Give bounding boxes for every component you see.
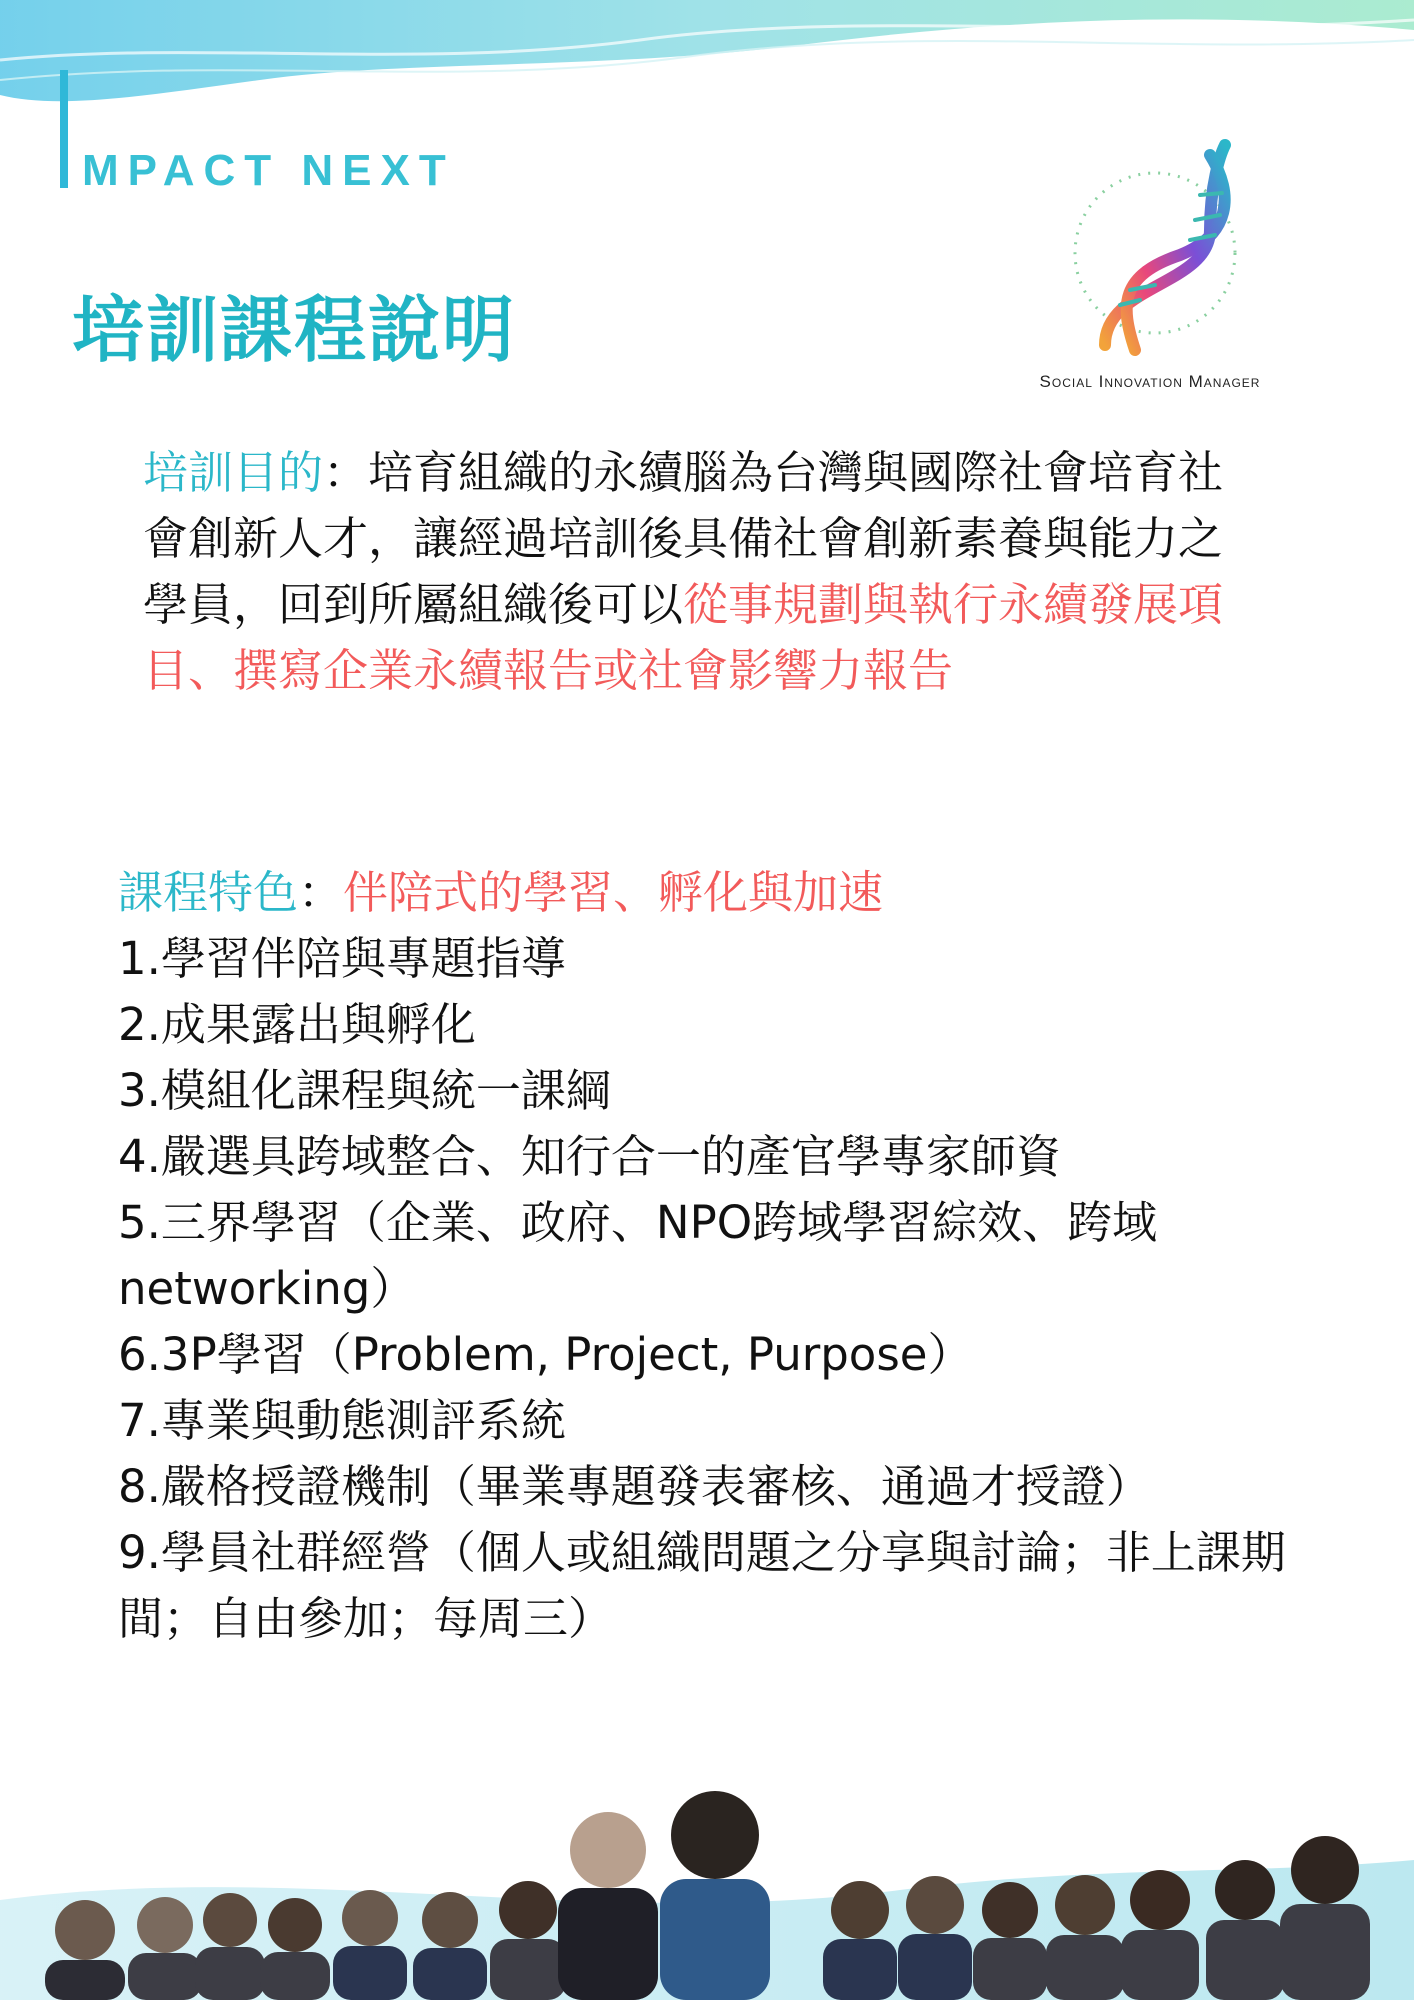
feature-item: 6.3P學習（Problem, Project, Purpose） — [118, 1328, 973, 1381]
feature-item: 9.學員社群經營（個人或組織問題之分享與討論；非上課期間；自由參加；每周三） — [118, 1526, 1286, 1645]
features-label: 課程特色 — [118, 866, 299, 919]
features-highlight: 伴陪式的學習、孵化與加速 — [343, 866, 884, 919]
course-features — [118, 860, 1298, 1652]
feature-item: 3.模組化課程與統一課綱 — [118, 1064, 611, 1117]
purpose-text: 培育組織的永續腦為台灣與國際社會培育社會創新人才，讓經過培訓後具備社會創新素養與能力之學員，回到所屬組織後可以 — [143, 446, 1224, 631]
instructor-photo-band — [0, 1780, 1414, 2000]
features-separator: ： — [298, 866, 344, 919]
purpose-label: 培訓目的 — [143, 446, 324, 499]
feature-item: 1.學習伴陪與專題指導 — [118, 932, 566, 985]
feature-item: 4.嚴選具跨域整合、知行合一的產官學專家師資 — [118, 1130, 1061, 1183]
purpose-separator: ： — [323, 446, 369, 499]
feature-item: 2.成果露出與孵化 — [118, 998, 476, 1051]
feature-item: 7.專業與動態測評系統 — [118, 1394, 566, 1447]
features-heading — [118, 860, 1298, 926]
feature-item: 5.三界學習（企業、政府、NPO跨域學習綜效、跨域networking） — [118, 1196, 1158, 1315]
dna-logo — [1040, 135, 1290, 395]
training-purpose — [143, 440, 1253, 704]
top-wave-decoration — [0, 0, 1414, 130]
brand-bar — [60, 70, 68, 188]
brand-name: MPACT NEXT — [82, 146, 455, 195]
purpose-highlight: 從事規劃與執行永續發展項目、撰寫企業永續報告或社會影響力報告 — [143, 578, 1224, 697]
page-title: 培訓課程說明 — [72, 288, 517, 372]
features-list — [118, 926, 1298, 1652]
dna-helix-icon — [1060, 135, 1260, 365]
feature-item: 8.嚴格授證機制（畢業專題發表審核、通過才授證） — [118, 1460, 1151, 1513]
logo-caption: Social Innovation Manager — [1039, 372, 1261, 391]
